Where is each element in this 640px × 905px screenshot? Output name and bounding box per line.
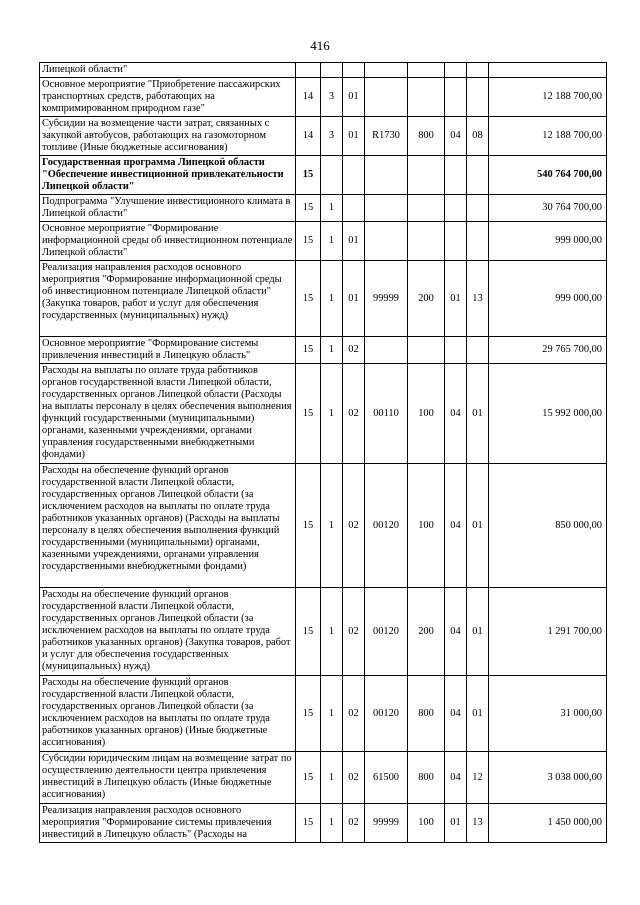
row-subprogram-code <box>321 156 343 195</box>
row-direction-code <box>365 222 408 261</box>
row-expense-type <box>408 337 445 364</box>
row-section: 01 <box>445 261 467 337</box>
row-direction-code: 00120 <box>365 676 408 752</box>
row-expense-type: 200 <box>408 261 445 337</box>
page-number: 416 <box>310 38 330 53</box>
row-subsection: 12 <box>467 752 489 804</box>
table-row <box>40 78 607 117</box>
row-expense-type: 100 <box>408 804 445 843</box>
row-description: Липецкой области" <box>40 63 296 78</box>
row-amount: 850 000,00 <box>489 464 607 588</box>
row-expense-type: 800 <box>408 752 445 804</box>
row-subprogram-code <box>321 63 343 78</box>
row-subsection: 01 <box>467 464 489 588</box>
row-direction-code: 61500 <box>365 752 408 804</box>
row-expense-type <box>408 195 445 222</box>
row-program-code: 15 <box>296 261 321 337</box>
row-expense-type <box>408 156 445 195</box>
row-section <box>445 63 467 78</box>
row-description: Субсидии на возмещение части затрат, связанных с закупкой автобусов, работающих на газомоторном топливе (Иные бюджетные ассигнования) <box>40 117 296 156</box>
row-description: Расходы на выплаты по оплате труда работников органов государственной власти Липецкой области, государственных органов Липецкой области (Расходы на выплаты персоналу в целях обеспечения выполнения функций государственными (муниципальными) органами, казенными учреждениями, органами управления государственными внебюджетными фондами) <box>40 364 296 464</box>
row-direction-code <box>365 156 408 195</box>
table-body <box>40 63 607 843</box>
row-amount: 12 188 700,00 <box>489 78 607 117</box>
row-subsection <box>467 63 489 78</box>
row-subprogram-code: 1 <box>321 222 343 261</box>
row-expense-type: 100 <box>408 364 445 464</box>
row-subprogram-code: 3 <box>321 117 343 156</box>
table-row <box>40 464 607 588</box>
row-program-code: 15 <box>296 156 321 195</box>
row-program-code: 15 <box>296 804 321 843</box>
row-direction-code: 99999 <box>365 804 408 843</box>
row-program-code: 15 <box>296 588 321 676</box>
row-measure-code: 02 <box>343 752 365 804</box>
row-section: 04 <box>445 676 467 752</box>
row-amount: 12 188 700,00 <box>489 117 607 156</box>
row-direction-code: R1730 <box>365 117 408 156</box>
row-amount: 1 291 700,00 <box>489 588 607 676</box>
row-program-code: 15 <box>296 464 321 588</box>
row-direction-code: 00110 <box>365 364 408 464</box>
table-row <box>40 222 607 261</box>
row-measure-code <box>343 195 365 222</box>
row-subprogram-code: 1 <box>321 261 343 337</box>
row-program-code: 14 <box>296 78 321 117</box>
row-direction-code: 99999 <box>365 261 408 337</box>
row-amount: 999 000,00 <box>489 222 607 261</box>
row-description: Реализация направления расходов основного мероприятия "Формирование системы привлечения инвестиций в Липецкую область" (Расходы на <box>40 804 296 843</box>
row-measure-code: 01 <box>343 261 365 337</box>
table-row <box>40 63 607 78</box>
row-subsection <box>467 78 489 117</box>
row-section: 01 <box>445 804 467 843</box>
row-amount <box>489 63 607 78</box>
row-measure-code <box>343 63 365 78</box>
row-section: 04 <box>445 117 467 156</box>
row-amount: 31 000,00 <box>489 676 607 752</box>
row-subsection <box>467 337 489 364</box>
budget-table <box>39 62 607 843</box>
row-subsection <box>467 195 489 222</box>
row-direction-code <box>365 195 408 222</box>
row-subprogram-code: 1 <box>321 588 343 676</box>
table-row <box>40 588 607 676</box>
row-expense-type: 800 <box>408 676 445 752</box>
row-subprogram-code: 1 <box>321 337 343 364</box>
row-section <box>445 337 467 364</box>
table-row <box>40 195 607 222</box>
row-description: Расходы на обеспечение функций органов государственной власти Липецкой области, государственных органов Липецкой области (за исключением расходов на выплаты по оплате труда работников указанных органов) (Иные бюджетные ассигнования) <box>40 676 296 752</box>
row-description: Расходы на обеспечение функций органов государственной власти Липецкой области, государственных органов Липецкой области (за исключением расходов на выплаты по оплате труда работников указанных органов) (Закупка товаров, работ и услуг для обеспечения государственных (муниципальных) нужд) <box>40 588 296 676</box>
row-program-code: 15 <box>296 195 321 222</box>
row-program-code: 14 <box>296 117 321 156</box>
row-section: 04 <box>445 364 467 464</box>
row-expense-type: 200 <box>408 588 445 676</box>
row-expense-type <box>408 63 445 78</box>
table-row <box>40 752 607 804</box>
row-amount: 30 764 700,00 <box>489 195 607 222</box>
row-description: Подпрограмма "Улучшение инвестиционного климата в Липецкой области" <box>40 195 296 222</box>
row-amount: 29 765 700,00 <box>489 337 607 364</box>
row-expense-type <box>408 78 445 117</box>
row-section <box>445 195 467 222</box>
row-subsection: 01 <box>467 364 489 464</box>
row-direction-code <box>365 78 408 117</box>
row-section <box>445 78 467 117</box>
row-program-code: 15 <box>296 337 321 364</box>
row-program-code: 15 <box>296 752 321 804</box>
row-description: Основное мероприятие "Формирование системы привлечения инвестиций в Липецкую область" <box>40 337 296 364</box>
row-amount: 15 992 000,00 <box>489 364 607 464</box>
row-subsection <box>467 222 489 261</box>
row-section: 04 <box>445 752 467 804</box>
table-row <box>40 261 607 337</box>
table-row <box>40 804 607 843</box>
row-subprogram-code: 1 <box>321 676 343 752</box>
row-measure-code: 01 <box>343 78 365 117</box>
row-measure-code: 02 <box>343 464 365 588</box>
row-expense-type: 800 <box>408 117 445 156</box>
table-row <box>40 337 607 364</box>
row-subsection: 01 <box>467 676 489 752</box>
row-section: 04 <box>445 588 467 676</box>
row-program-code: 15 <box>296 676 321 752</box>
row-measure-code: 01 <box>343 222 365 261</box>
row-amount: 540 764 700,00 <box>489 156 607 195</box>
row-direction-code <box>365 63 408 78</box>
row-measure-code: 02 <box>343 804 365 843</box>
row-subprogram-code: 1 <box>321 364 343 464</box>
row-section <box>445 156 467 195</box>
row-description: Государственная программа Липецкой области "Обеспечение инвестиционной привлекательности Липецкой области" <box>40 156 296 195</box>
row-subprogram-code: 1 <box>321 195 343 222</box>
row-section <box>445 222 467 261</box>
row-description: Субсидии юридическим лицам на возмещение затрат по осуществлению деятельности центра привлечения инвестиций в Липецкую область (Иные бюджетные ассигнования) <box>40 752 296 804</box>
row-measure-code: 01 <box>343 117 365 156</box>
row-description: Основное мероприятие "Приобретение пассажирских транспортных средств, работающих на компримированном природном газе" <box>40 78 296 117</box>
row-subsection: 01 <box>467 588 489 676</box>
row-subprogram-code: 1 <box>321 752 343 804</box>
row-amount: 1 450 000,00 <box>489 804 607 843</box>
row-expense-type: 100 <box>408 464 445 588</box>
row-measure-code: 02 <box>343 676 365 752</box>
table-row <box>40 156 607 195</box>
row-direction-code <box>365 337 408 364</box>
row-description: Основное мероприятие "Формирование информационной среды об инвестиционном потенциале Липецкой области" <box>40 222 296 261</box>
row-measure-code: 02 <box>343 588 365 676</box>
row-measure-code: 02 <box>343 337 365 364</box>
row-subsection: 13 <box>467 261 489 337</box>
row-subprogram-code: 1 <box>321 804 343 843</box>
row-subprogram-code: 1 <box>321 464 343 588</box>
row-subprogram-code: 3 <box>321 78 343 117</box>
row-program-code: 15 <box>296 222 321 261</box>
row-direction-code: 00120 <box>365 464 408 588</box>
row-measure-code: 02 <box>343 364 365 464</box>
table-row <box>40 676 607 752</box>
row-section: 04 <box>445 464 467 588</box>
row-program-code: 15 <box>296 364 321 464</box>
row-description: Реализация направления расходов основного мероприятия "Формирование информационной среды об инвестиционном потенциале Липецкой области" (Закупка товаров, работ и услуг для обеспечения государственных (муниципальных) нужд) <box>40 261 296 337</box>
row-subsection: 13 <box>467 804 489 843</box>
row-expense-type <box>408 222 445 261</box>
row-subsection: 08 <box>467 117 489 156</box>
row-subsection <box>467 156 489 195</box>
table-row <box>40 117 607 156</box>
row-measure-code <box>343 156 365 195</box>
row-description: Расходы на обеспечение функций органов государственной власти Липецкой области, государственных органов Липецкой области (за исключением расходов на выплаты по оплате труда работников указанных органов) (Расходы на выплаты персоналу в целях обеспечения выполнения функций государственными (муниципальными) органами, казенными учреждениями, органами управления государственными внебюджетными фондами) <box>40 464 296 588</box>
row-direction-code: 00120 <box>365 588 408 676</box>
row-amount: 999 000,00 <box>489 261 607 337</box>
row-program-code <box>296 63 321 78</box>
row-amount: 3 038 000,00 <box>489 752 607 804</box>
table-row <box>40 364 607 464</box>
